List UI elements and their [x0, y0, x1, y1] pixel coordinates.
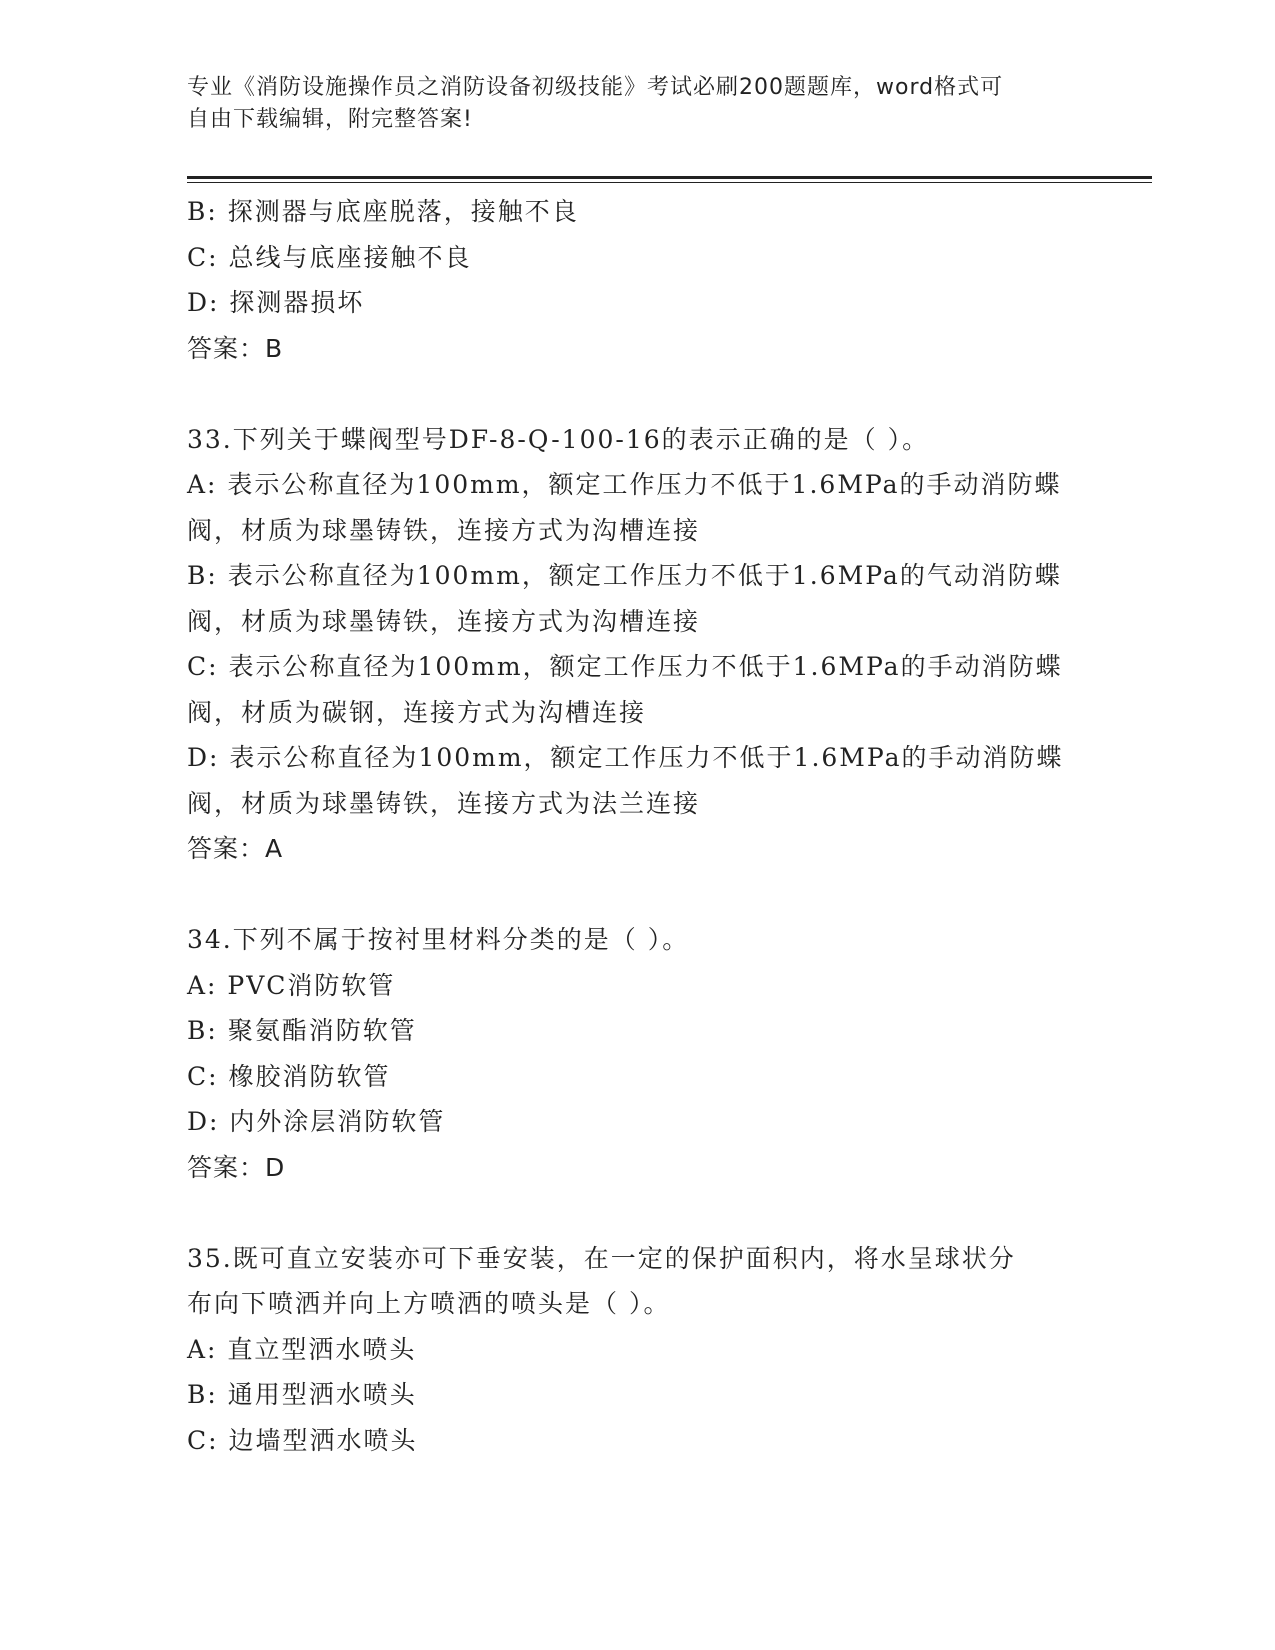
question-34 — [187, 917, 1087, 1190]
question-stem: 33.下列关于蝶阀型号DF-8-Q-100-16的表示正确的是（ ）。 — [187, 424, 930, 454]
header-title-line-1: 专业《消防设施操作员之消防设备初级技能》考试必刷200题题库，word格式可 — [187, 75, 1004, 100]
spacer — [187, 872, 1087, 918]
option-d-line-1: D: 表示公称直径为100mm，额定工作压力不低于1.6MPa的手动消防蝶 — [187, 743, 1064, 772]
question-stem-line-2: 布向下喷洒并向上方喷洒的喷头是（ ）。 — [187, 1289, 671, 1318]
option-b: B: 聚氨酯消防软管 — [187, 1016, 417, 1045]
header-divider-thick — [187, 176, 1152, 179]
option-b-line-2: 阀，材质为球墨铸铁，连接方式为沟槽连接 — [187, 606, 701, 636]
option-c: C: 总线与底座接触不良 — [187, 242, 472, 272]
question-list — [187, 189, 1087, 1463]
question-stem-line-1: 35.既可直立安装亦可下垂安装，在一定的保护面积内，将水呈球状分 — [187, 1243, 1016, 1273]
answer-line: 答案：B — [187, 333, 284, 363]
option-d-line-2: 阀，材质为球墨铸铁，连接方式为法兰连接 — [187, 788, 701, 818]
option-a: A: 直立型洒水喷头 — [187, 1334, 417, 1364]
question-35 — [187, 1236, 1087, 1464]
option-a-line-2: 阀，材质为球墨铸铁，连接方式为沟槽连接 — [187, 515, 701, 545]
question-stem: 34.下列不属于按衬里材料分类的是（ ）。 — [187, 925, 690, 954]
option-a: A: PVC消防软管 — [187, 970, 396, 1000]
answer-line: 答案：D — [187, 1152, 286, 1182]
option-c: C: 橡胶消防软管 — [187, 1061, 391, 1091]
question-33 — [187, 417, 1087, 872]
option-c-line-1: C: 表示公称直径为100mm，额定工作压力不低于1.6MPa的手动消防蝶 — [187, 652, 1063, 681]
spacer — [187, 371, 1087, 417]
option-c: C: 边墙型洒水喷头 — [187, 1425, 418, 1455]
option-c-line-2: 阀，材质为碳钢，连接方式为沟槽连接 — [187, 697, 647, 727]
option-b-line-1: B: 表示公称直径为100mm，额定工作压力不低于1.6MPa的气动消防蝶 — [187, 561, 1062, 590]
answer-line: 答案：A — [187, 834, 284, 863]
option-d: D: 内外涂层消防软管 — [187, 1107, 446, 1136]
option-b: B: 通用型洒水喷头 — [187, 1380, 417, 1409]
option-b: B: 探测器与底座脱落，接触不良 — [187, 197, 579, 226]
spacer — [187, 1190, 1087, 1236]
option-a-line-1: A: 表示公称直径为100mm，额定工作压力不低于1.6MPa的手动消防蝶 — [187, 470, 1062, 499]
header-divider-thin — [187, 182, 1152, 183]
document-header — [187, 72, 1087, 136]
header-title-line-2: 自由下载编辑，附完整答案! — [187, 107, 473, 132]
question-32-continued — [187, 189, 1087, 371]
option-d: D: 探测器损坏 — [187, 288, 365, 317]
